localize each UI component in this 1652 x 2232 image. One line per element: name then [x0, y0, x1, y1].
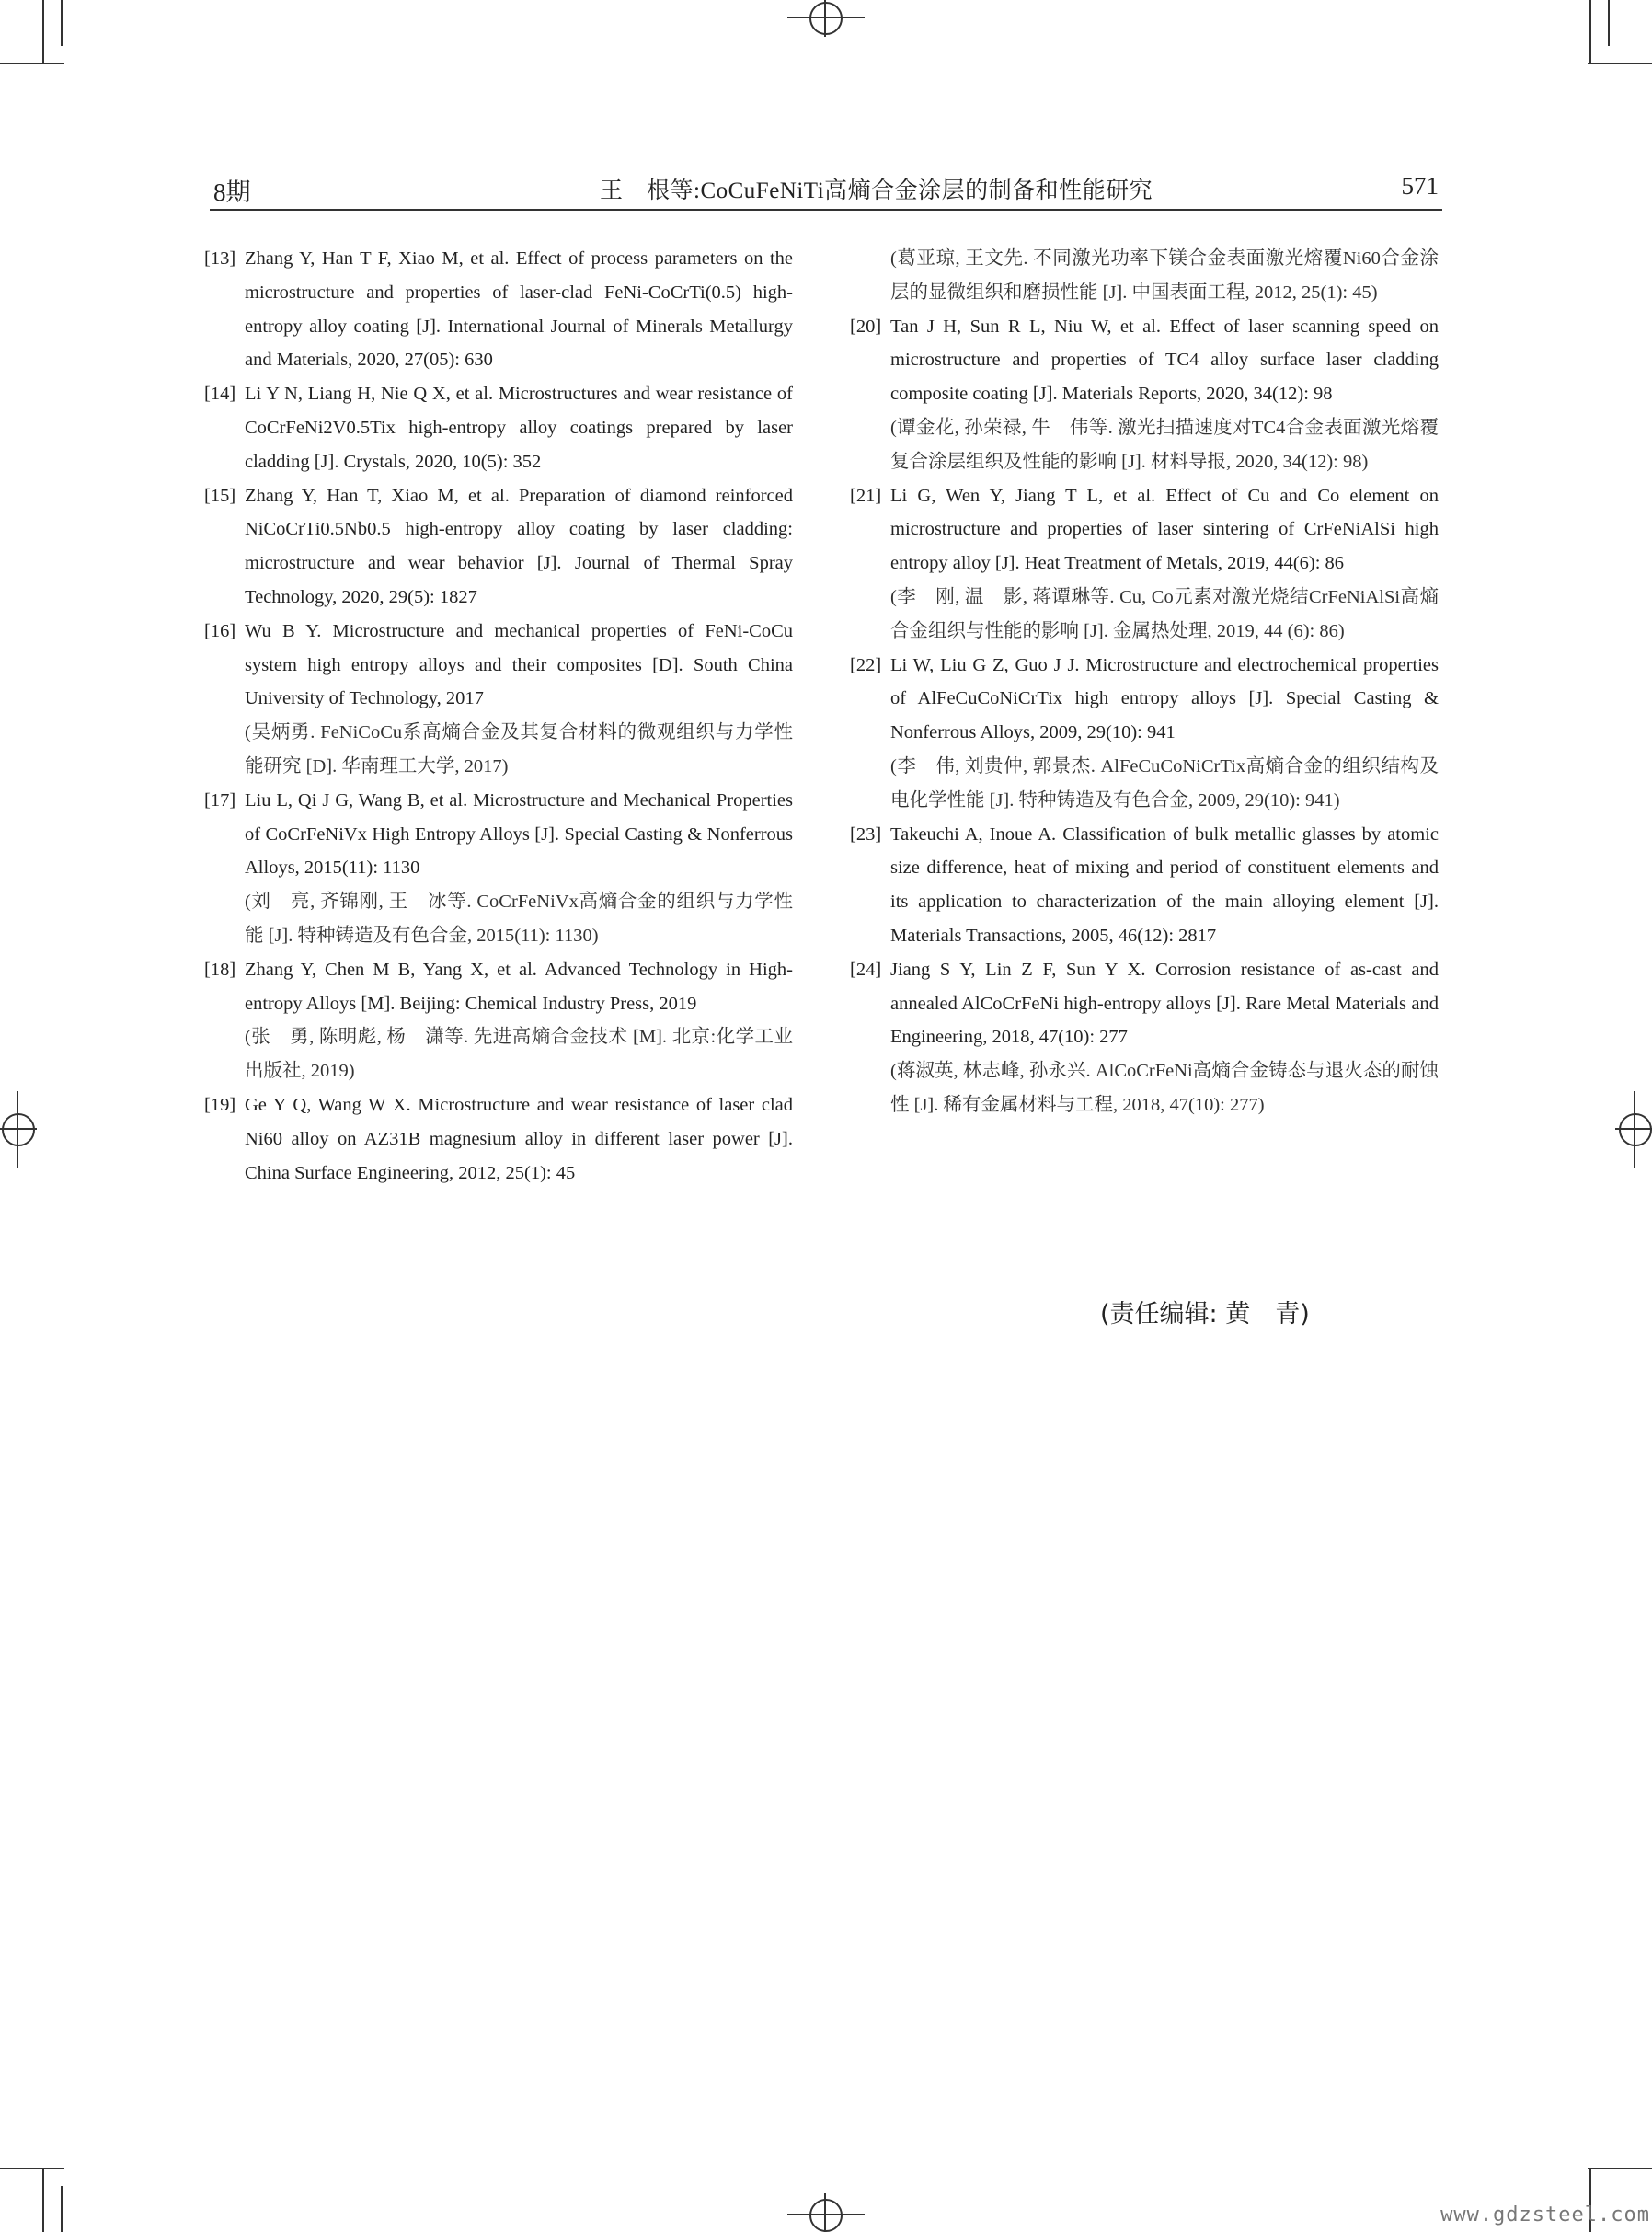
reference-number: [13]: [204, 248, 236, 269]
reference-text: Wu B Y. Microstructure and mechanical properties of FeNi-CoCu system high entropy alloys and their composites [D]. South China University of Technology, 2017: [245, 620, 793, 709]
reference-text: Li Y N, Liang H, Nie Q X, et al. Microstructures and wear resistance of CoCrFeNi2V0.5Tix high-entropy alloy coatings prepared by laser cladding [J]. Crystals, 2020, 10(5): 352: [245, 384, 793, 472]
reference-number: [16]: [204, 620, 236, 641]
reference-chinese-text: (吴炳勇. FeNiCoCu系高熵合金及其复合材料的微观组织与力学性能研究 [D]. 华南理工大学, 2017): [245, 722, 793, 777]
reference-number: [17]: [204, 789, 236, 811]
reference-text: Zhang Y, Han T, Xiao M, et al. Preparation of diamond reinforced NiCoCrTi0.5Nb0.5 high-entropy alloy coating by laser cladding: microstructure and wear behavior [J]. Journal of Thermal Spray Technology, 2020, 29(5): 1827: [245, 485, 793, 607]
references-right-column: [850, 242, 1439, 1122]
page-number: 571: [1401, 172, 1439, 200]
running-head: [210, 168, 1442, 211]
reference-item: [850, 242, 1439, 310]
reference-chinese-text: (李 伟, 刘贵仲, 郭景杰. AlFeCuCoNiCrTix高熵合金的组织结构及电化学性能 [J]. 特种铸造及有色合金, 2009, 29(10): 941): [890, 755, 1439, 811]
registration-mark-top: [787, 0, 865, 37]
reference-item: [204, 953, 793, 1088]
registration-mark-right: [1615, 1091, 1652, 1168]
reference-item: [850, 953, 1439, 1122]
reference-text: Li W, Liu G Z, Guo J J. Microstructure and electrochemical properties of AlFeCuCoNiCrTix high entropy alloys [J]. Special Casting & Nonferrous Alloys, 2009, 29(10): 941: [890, 654, 1439, 743]
reference-text: Tan J H, Sun R L, Niu W, et al. Effect of laser scanning speed on microstructure and properties of TC4 alloy surface laser cladding composite coating [J]. Materials Reports, 2020, 34(12): 98: [890, 316, 1439, 405]
watermark-url: www.gdzsteel.com: [1440, 2203, 1650, 2226]
reference-chinese-text: (刘 亮, 齐锦刚, 王 冰等. CoCrFeNiVx高熵合金的组织与力学性能 [J]. 特种铸造及有色合金, 2015(11): 1130): [245, 892, 793, 946]
reference-chinese-text: (李 刚, 温 影, 蒋谭琳等. Cu, Co元素对激光烧结CrFeNiAlSi高熵合金组织与性能的影响 [J]. 金属热处理, 2019, 44 (6): 86): [890, 586, 1439, 641]
reference-chinese-text: (张 勇, 陈明彪, 杨 潇等. 先进高熵合金技术 [M]. 北京:化学工业出版社, 2019): [245, 1027, 793, 1082]
reference-number: [23]: [850, 823, 882, 845]
reference-item: [204, 1088, 793, 1190]
reference-item: [850, 649, 1439, 818]
reference-item: [204, 377, 793, 478]
reference-item: [204, 242, 793, 377]
reference-number: [14]: [204, 384, 236, 405]
reference-item: [204, 615, 793, 784]
reference-item: [850, 310, 1439, 479]
running-title: 王 根等:CoCuFeNiTi高熵合金涂层的制备和性能研究: [600, 178, 1153, 203]
reference-text: Ge Y Q, Wang W X. Microstructure and wear resistance of laser clad Ni60 alloy on AZ31B magnesium alloy in different laser power [J]. China Surface Engineering, 2012, 25(1): 45: [245, 1094, 793, 1183]
reference-item: [204, 784, 793, 953]
reference-number: [24]: [850, 959, 882, 980]
reference-item: [850, 479, 1439, 649]
references-left-column: [204, 242, 793, 1190]
reference-text: Zhang Y, Chen M B, Yang X, et al. Advanced Technology in High-entropy Alloys [M]. Beijing: Chemical Industry Press, 2019: [245, 959, 793, 1014]
issue-number: 8期: [213, 178, 251, 206]
reference-text: Zhang Y, Han T F, Xiao M, et al. Effect of process parameters on the microstructure and properties of laser-clad FeNi-CoCrTi(0.5) high-entropy alloy coating [J]. International Journal of Minerals Metallurgy and Materials, 2020, 27(05): 630: [245, 248, 793, 371]
reference-chinese-text: (葛亚琼, 王文先. 不同激光功率下镁合金表面激光熔覆Ni60合金涂层的显微组织和磨损性能 [J]. 中国表面工程, 2012, 25(1): 45): [890, 248, 1439, 303]
reference-number: [19]: [204, 1094, 236, 1115]
reference-item: [204, 479, 793, 615]
reference-text: Liu L, Qi J G, Wang B, et al. Microstructure and Mechanical Properties of CoCrFeNiVx High Entropy Alloys [J]. Special Casting & Nonferrous Alloys, 2015(11): 1130: [245, 789, 793, 879]
reference-number: [22]: [850, 654, 882, 675]
reference-number: [20]: [850, 316, 882, 337]
reference-number: [18]: [204, 959, 236, 980]
reference-text: Takeuchi A, Inoue A. Classification of bulk metallic glasses by atomic size difference, heat of mixing and period of constituent elements and its application to characterization of the main alloying element [J]. Materials Transactions, 2005, 46(12): 2817: [890, 823, 1439, 946]
reference-chinese-text: (谭金花, 孙荣禄, 牛 伟等. 激光扫描速度对TC4合金表面激光熔覆复合涂层组织及性能的影响 [J]. 材料导报, 2020, 34(12): 98): [890, 417, 1439, 472]
reference-number: [21]: [850, 485, 882, 506]
registration-mark-bottom: [787, 2193, 865, 2232]
reference-chinese-text: (蒋淑英, 林志峰, 孙永兴. AlCoCrFeNi高熵合金铸态与退火态的耐蚀性 [J]. 稀有金属材料与工程, 2018, 47(10): 277): [890, 1061, 1439, 1115]
reference-text: Li G, Wen Y, Jiang T L, et al. Effect of Cu and Co element on microstructure and properties of laser sintering of CrFeNiAlSi high entropy alloy [J]. Heat Treatment of Metals, 2019, 44(6): 86: [890, 485, 1439, 574]
reference-text: Jiang S Y, Lin Z F, Sun Y X. Corrosion resistance of as-cast and annealed AlCoCrFeNi high-entropy alloys [J]. Rare Metal Materials and Engineering, 2018, 47(10): 277: [890, 959, 1439, 1048]
registration-mark-left: [0, 1091, 37, 1168]
reference-item: [850, 818, 1439, 953]
reference-number: [15]: [204, 485, 236, 506]
editor-note: (责任编辑: 黄 青): [1100, 1300, 1310, 1329]
